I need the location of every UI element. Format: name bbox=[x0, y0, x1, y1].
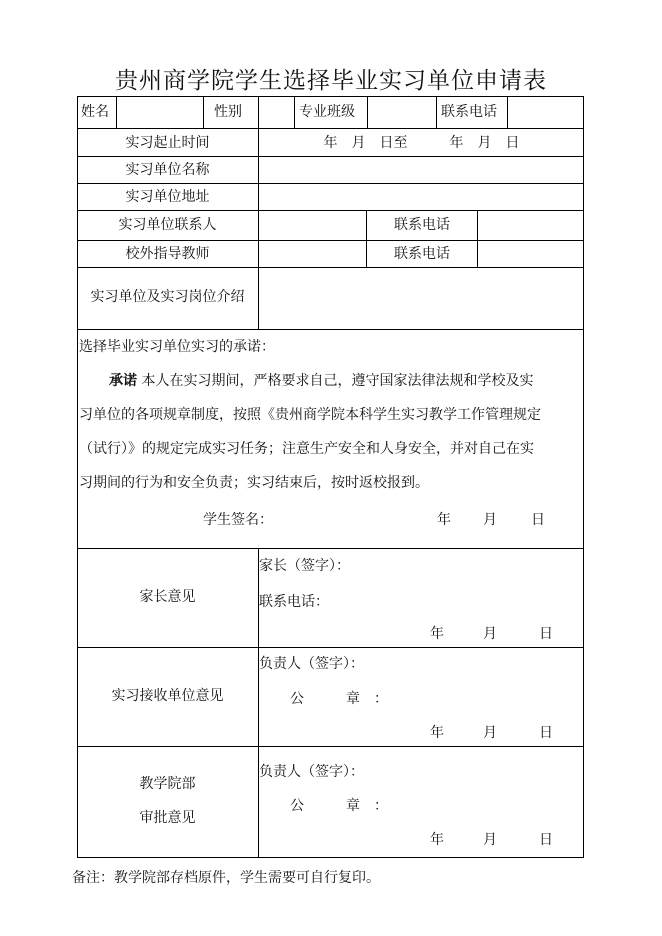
date-day: 日 bbox=[539, 626, 553, 642]
gender-label: 性别 bbox=[214, 104, 242, 120]
external-tutor-field[interactable] bbox=[259, 241, 366, 267]
phone-label: 联系电话 bbox=[441, 104, 497, 120]
phone-field[interactable] bbox=[508, 97, 584, 128]
name-field[interactable] bbox=[117, 97, 203, 128]
period-label: 实习起止时间 bbox=[125, 135, 210, 151]
college-opinion-field[interactable] bbox=[390, 750, 580, 820]
date-day: 日 bbox=[531, 512, 545, 528]
parent-opinion-field[interactable] bbox=[370, 552, 580, 612]
parent-phone-label: 联系电话： bbox=[259, 594, 329, 610]
external-tutor-label: 校外指导教师 bbox=[125, 246, 210, 262]
pledge-line: 本人在实习期间，严格要求自己，遵守国家法律法规和学校及实 bbox=[141, 373, 534, 389]
col-divider bbox=[203, 96, 204, 128]
row-divider bbox=[77, 647, 584, 648]
student-signature-label: 学生签名： bbox=[203, 512, 273, 528]
date-year: 年 bbox=[437, 512, 451, 528]
intro-field[interactable] bbox=[259, 268, 584, 329]
name-label: 姓名 bbox=[81, 104, 109, 120]
row-divider bbox=[77, 329, 584, 330]
college-opinion-label-line2: 审批意见 bbox=[139, 810, 196, 826]
receiver-opinion-field[interactable] bbox=[390, 651, 580, 711]
pledge-bold-lead: 承诺 bbox=[109, 373, 137, 389]
receiver-seal-label: 公 章 ： bbox=[290, 691, 388, 707]
footnote: 备注：教学院部存档原件，学生需要可自行复印。 bbox=[72, 870, 380, 886]
unit-address-label: 实习单位地址 bbox=[125, 189, 210, 205]
date-month: 月 bbox=[483, 512, 497, 528]
unit-name-label: 实习单位名称 bbox=[125, 162, 210, 178]
receiver-sign-label: 负责人（签字）： bbox=[259, 656, 364, 672]
unit-contact-phone-label: 联系电话 bbox=[394, 217, 450, 233]
receiver-opinion-label: 实习接收单位意见 bbox=[111, 688, 224, 704]
page-title: 贵州商学院学生选择毕业实习单位申请表 bbox=[115, 68, 547, 94]
unit-contact-phone-field[interactable] bbox=[478, 211, 584, 240]
major-class-label: 专业班级 bbox=[299, 104, 355, 120]
college-seal-label: 公 章 ： bbox=[290, 798, 388, 814]
unit-contact-label: 实习单位联系人 bbox=[118, 217, 217, 233]
intro-label: 实习单位及实习岗位介绍 bbox=[90, 289, 245, 305]
external-tutor-phone-label: 联系电话 bbox=[394, 246, 450, 262]
pledge-line: 习单位的各项规章制度，按照《贵州商学院本科学生实习教学工作管理规定 bbox=[79, 407, 541, 423]
external-tutor-phone-field[interactable] bbox=[478, 241, 584, 267]
date-day: 日 bbox=[539, 725, 553, 741]
parent-sign-label: 家长（签字）： bbox=[259, 558, 350, 574]
gender-field[interactable] bbox=[259, 97, 294, 128]
unit-contact-field[interactable] bbox=[259, 211, 366, 240]
date-day: 日 bbox=[539, 832, 553, 848]
college-sign-label: 负责人（签字）： bbox=[259, 764, 364, 780]
date-year: 年 bbox=[430, 832, 444, 848]
pledge-line: 习期间的行为和安全负责；实习结束后，按时返校报到。 bbox=[79, 475, 429, 491]
parent-opinion-label: 家长意见 bbox=[139, 589, 196, 605]
col-divider bbox=[294, 96, 295, 128]
date-year: 年 bbox=[430, 626, 444, 642]
row-divider bbox=[77, 128, 584, 129]
college-opinion-label-line1: 教学院部 bbox=[139, 776, 196, 792]
row-divider bbox=[77, 548, 584, 549]
row-divider bbox=[77, 746, 584, 747]
unit-address-field[interactable] bbox=[259, 184, 584, 210]
pledge-heading: 选择毕业实习单位实习的承诺： bbox=[79, 339, 275, 355]
pledge-line: （试行）》的规定完成实习任务；注意生产安全和人身安全，并对自己在实 bbox=[79, 441, 534, 457]
student-signature-field[interactable] bbox=[275, 508, 425, 532]
date-month: 月 bbox=[483, 626, 497, 642]
date-month: 月 bbox=[483, 725, 497, 741]
date-year: 年 bbox=[430, 725, 444, 741]
period-field[interactable]: 年 月 日至 年 月 日 bbox=[323, 135, 520, 151]
major-class-field[interactable] bbox=[368, 97, 436, 128]
pledge-text bbox=[79, 364, 585, 398]
col-divider bbox=[436, 96, 437, 128]
unit-name-field[interactable] bbox=[259, 157, 584, 183]
date-month: 月 bbox=[483, 832, 497, 848]
